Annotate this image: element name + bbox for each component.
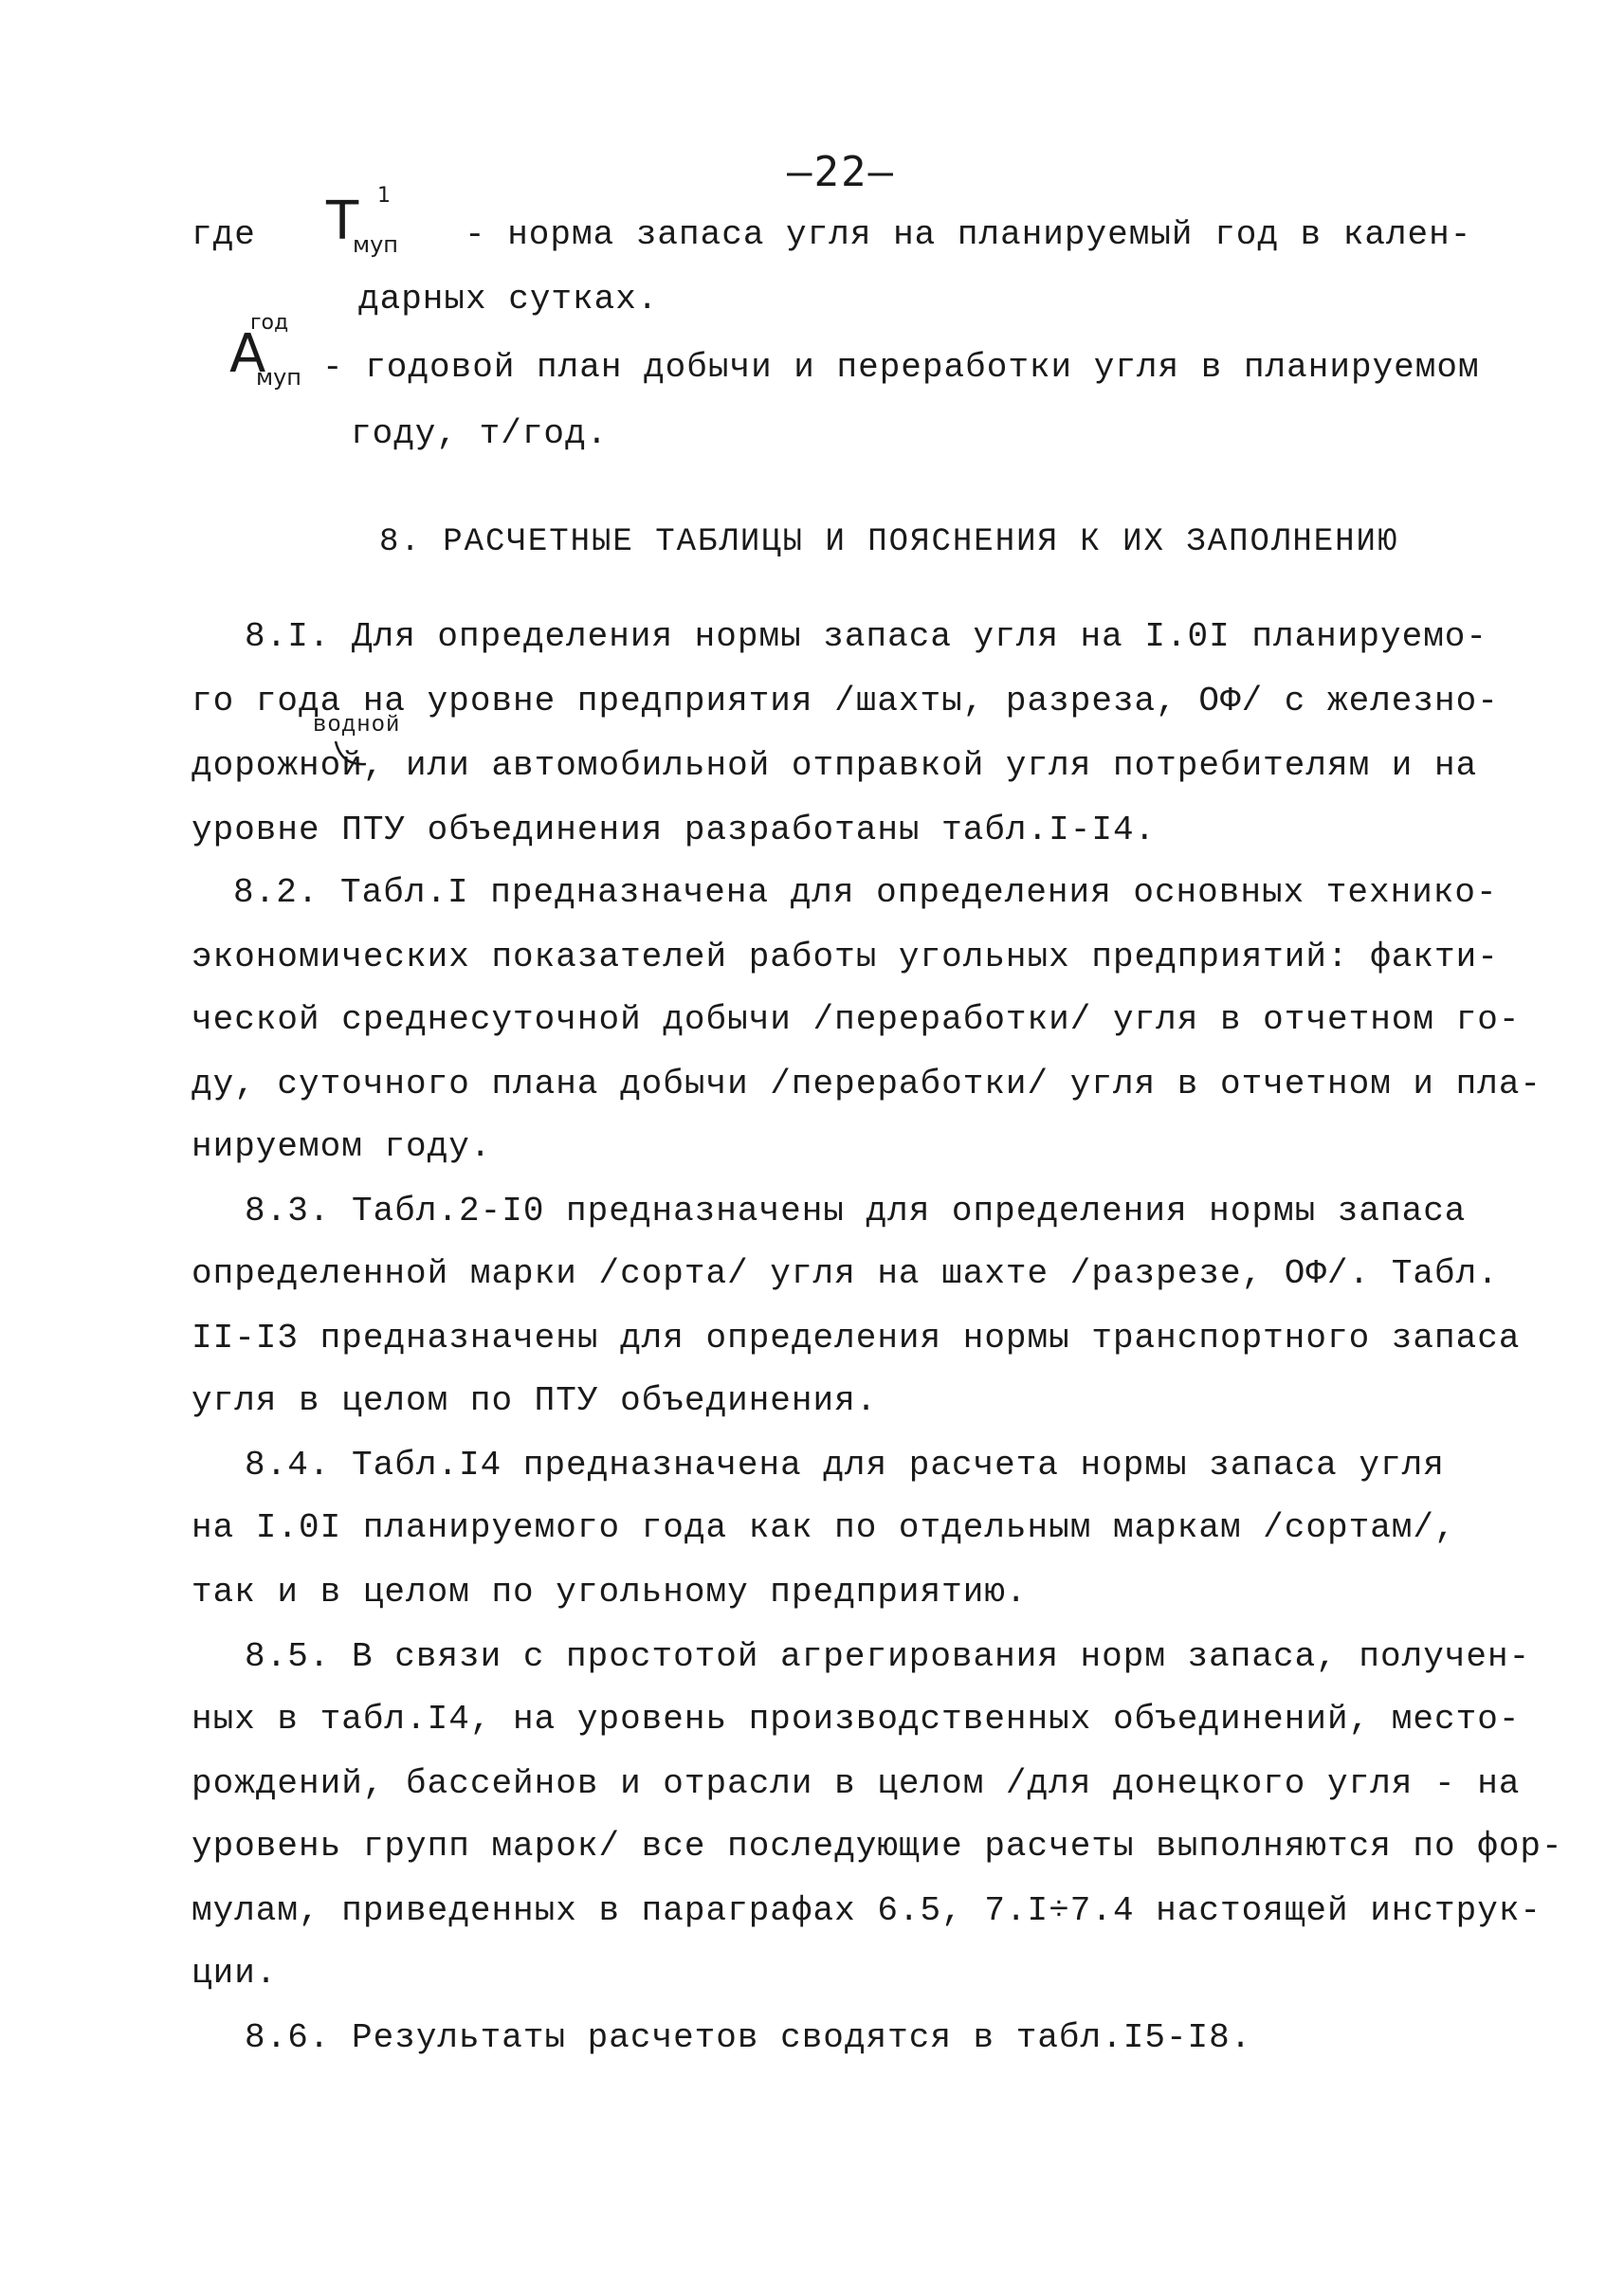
a-subscript: муп (256, 364, 301, 391)
paragraph-8-2-line: нируемом году. (192, 1127, 492, 1166)
paragraph-8-2-line: ческой среднесуточной добычи /переработки/ угля в отчетном го- (192, 1000, 1521, 1039)
t-superscript: 1 (377, 184, 391, 208)
paragraph-8-3-line: II-I3 предназначены для определения нормы транспортного запаса (192, 1319, 1521, 1358)
paragraph-8-3-line: угля в целом по ПТУ объединения. (192, 1381, 878, 1420)
a-definition-line1: - годовой план добычи и переработки угля в планируемом (322, 348, 1480, 387)
handwritten-insertion: водной (313, 713, 401, 738)
paragraph-8-1-line: го года на уровне предприятия /шахты, разреза, ОФ/ с железно- (192, 682, 1499, 720)
paragraph-8-2-line: 8.2. Табл.I предназначена для определения основных технико- (233, 873, 1498, 912)
paragraph-8-5-line: ных в табл.I4, на уровень производственных объединений, место- (192, 1700, 1521, 1739)
a-definition-line2: году, т/год. (351, 414, 609, 453)
page-number: —22— (787, 148, 895, 196)
paragraph-8-5-line: уровень групп марок/ все последующие расчеты выполняются по фор- (192, 1827, 1563, 1866)
a-symbol: A (229, 323, 266, 385)
paragraph-8-1-line: 8.I. Для определения нормы запаса угля на I.0I планируемо- (245, 617, 1488, 656)
t-symbol: T (326, 191, 359, 252)
paragraph-8-5-line: ции. (192, 1954, 278, 1993)
paragraph-8-2-line: ду, суточного плана добычи /переработки/ угля в отчетном и пла- (192, 1065, 1542, 1103)
where-word: где (192, 215, 256, 254)
paragraph-8-4-line: на I.0I планируемого года как по отдельным маркам /сортам/, (192, 1508, 1456, 1547)
paragraph-8-3-line: 8.3. Табл.2-I0 предназначены для определения нормы запаса (245, 1192, 1467, 1230)
paragraph-8-1-line: дорожной, или автомобильной отправкой угля потребителям и на (192, 746, 1478, 785)
t-subscript: муп (353, 231, 398, 258)
paragraph-8-3-line: определенной марки /сорта/ угля на шахте /разрезе, ОФ/. Табл. (192, 1254, 1499, 1293)
paragraph-8-4-line: так и в целом по угольному предприятию. (192, 1573, 1028, 1612)
paragraph-8-4-line: 8.4. Табл.I4 предназначена для расчета нормы запаса угля (245, 1446, 1445, 1485)
paragraph-8-1-line: уровне ПТУ объединения разработаны табл.I-I4. (192, 811, 1157, 849)
paragraph-8-5-line: рождений, бассейнов и отрасли в целом /для донецкого угля - на (192, 1764, 1521, 1803)
paragraph-8-2-line: экономических показателей работы угольных предприятий: факти- (192, 938, 1499, 976)
a-superscript: год (250, 311, 289, 335)
paragraph-8-5-line: мулам, приведенных в параграфах 6.5, 7.I÷7.4 настоящей инструк- (192, 1891, 1542, 1930)
t-definition-line2: дарных сутках. (358, 280, 659, 319)
section-heading: 8. РАСЧЕТНЫЕ ТАБЛИЦЫ И ПОЯСНЕНИЯ К ИХ ЗАПОЛНЕНИЮ (379, 524, 1399, 560)
t-definition-line1: - норма запаса угля на планируемый год в кален- (465, 215, 1472, 254)
paragraph-8-6-line: 8.6. Результаты расчетов сводятся в табл.I5-I8. (245, 2018, 1252, 2057)
paragraph-8-5-line: 8.5. В связи с простотой агрегирования норм запаса, получен- (245, 1637, 1531, 1676)
